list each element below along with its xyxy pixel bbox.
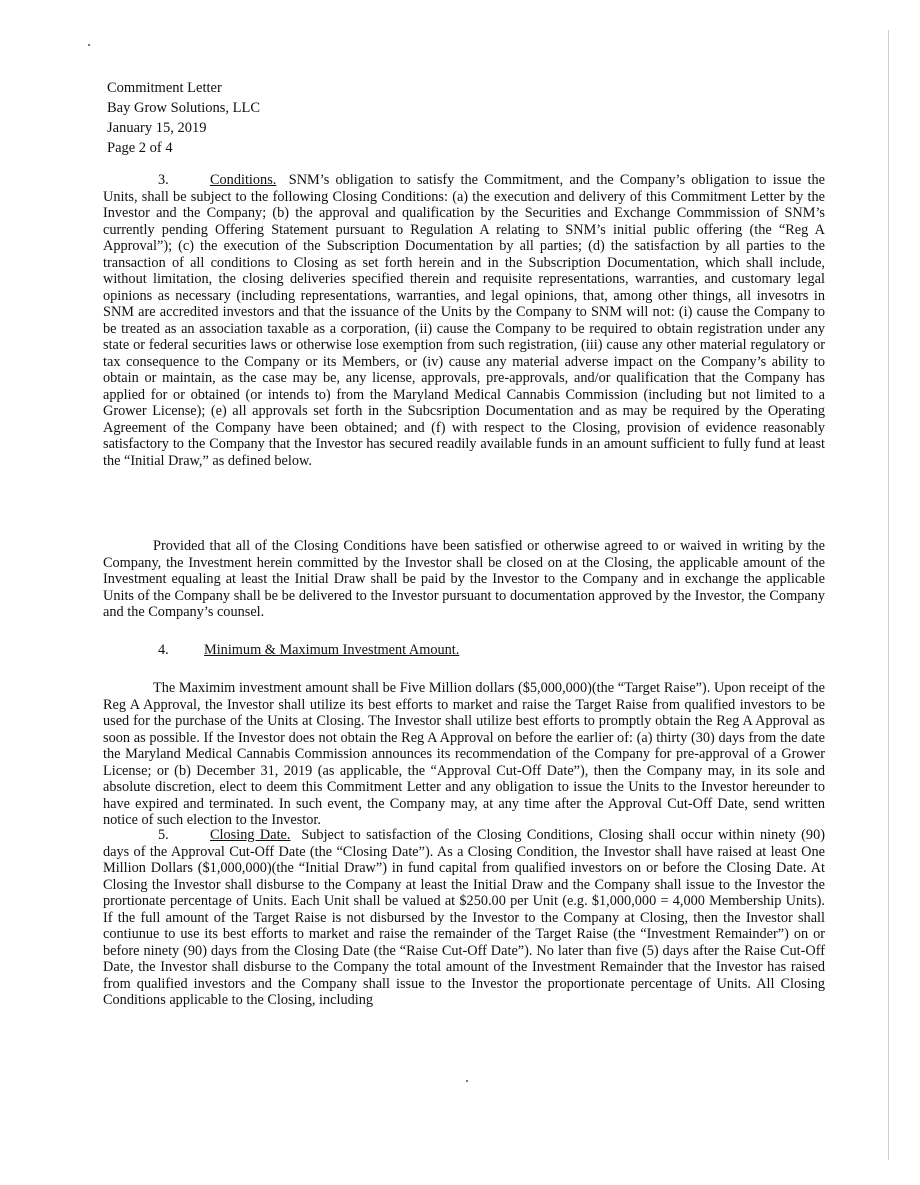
section-5-title: Closing Date. [210,827,291,843]
section-4-paragraph [103,680,825,829]
section-4-title: Minimum & Maximum Investment Amount. [204,642,460,658]
section-4-body: The Maximim investment amount shall be Five Million dollars ($5,000,000)(the “Target Raise”). Upon receipt of the Reg A Approval, the Investor shall utilize its best efforts to market and raise the Target Raise from qualified investors to be used for the purchase of the Units at Closing. The Investor shall utilize best efforts to promptly obtain the Reg A Approval as soon as possible. If the Investor does not obtain the Reg A Approval on before the earlier of: (a) thirty (30) days from the date the Maryland Medical Cannabis Commission announces its recommendation of the Company for pre-approval of a Grower License; or (b) December 31, 2019 (as applicable, the “Approval Cut-Off Date”), then the Company may, in its sole and absolute discretion, elect to deem this Commitment Letter and any obligation to issue the Units to the Investor hereunder to have expired and terminated. In such event, the Company may, at any time after the Approval Cut-Off Date, send written notice of such election to the Investor. [103,680,825,828]
scan-speck [88,44,90,46]
section-5-number: 5. [158,827,169,843]
letter-header [107,78,260,158]
section-4-number: 4. [158,642,169,658]
scan-edge-line [888,30,889,1160]
header-page-number: Page 2 of 4 [107,140,173,156]
scan-speck [466,1080,468,1082]
section-4-heading [158,642,459,659]
section-3-number: 3. [158,172,169,188]
section-5-body: Subject to satisfaction of the Closing Conditions, Closing shall occur within ninety (90) days of the Approval Cut-Off Date (the “Closing Date”). As a Closing Condition, the Investor shall have raised at least One Million Dollars ($1,000,000)(the “Initial Draw”) in fund capital from qualified investors on or before the Closing Date. At Closing the Investor shall disburse to the Company at least the Initial Draw and the Company shall issue to the Investor the prortionate percentage of Units. Each Unit shall be valued at $250.00 per Unit (e.g. $1,000,000 = 4,000 Membership Units). If the full amount of the Target Raise is not disbursed by the Investor to the Company at Closing, then the Investor shall contiunue to use its best efforts to market and raise the remainder of the Target Raise (the “Investment Remainder”) on or before ninety (90) days from the Closing Date (the “Raise Cut-Off Date”). No later than five (5) days after the Raise Cut-Off Date, the Investor shall disburse to the Company the total amount of the Investment Remainder that the Investor has raised from qualified investors and the Company shall issue to the Investor the proportionate percentage of Units. All Closing Conditions applicable to the Closing, including [103,827,825,1008]
section-3-proviso [103,538,825,621]
header-company: Bay Grow Solutions, LLC [107,100,261,116]
header-title: Commitment Letter [107,80,222,96]
section-3-proviso-text: Provided that all of the Closing Conditions have been satisfied or otherwise agreed to or waived in writing by the Company, the Investment herein committed by the Investor shall be closed on at the Closing, the applicable amount of the Investment equaling at least the Initial Draw shall be paid by the Investor to the Company and in exchange the applicable Units of the Company shall be be delivered to the Investor pursuant to documentation approved by the Investor, the Company and the Company’s counsel. [103,538,825,620]
section-3-body: SNM’s obligation to satisfy the Commitment, and the Company’s obligation to issue the Units, shall be subject to the following Closing Conditions: (a) the execution and delivery of this Commitment Letter by the Investor and the Company; (b) the approval and qualification by the Securities and Exchange Commmission of SNM’s currently pending Offering Statement pursuant to Regulation A relating to SNM’s initial public offering (the “Reg A Approval”); (c) the execution of the Subscription Documentation by all parties; (d) the satisfaction by all parties to the transaction of all conditions to Closing as set forth herein and in the Subscription Documentation, which shall include, without limitation, the closing deliveries specified therein and requisite representations, warranties, and customary legal opinions as necessary (including representations, warranties, and legal opinions, that, among other things, all invesotrs in SNM are accredited investors and that the issuance of the Units by the Company to SNM will not: (i) cause the Company to be treated as an association taxable as a corporation, (ii) cause the Company to be required to obtain registration under any state or federal securities laws or otherwise lose exemption from such registration, (iii) cause any other material regulatory or tax consequence to the Company or its Members, or (iv) cause any material adverse impact on the Company’s ability to obtain or maintain, as the case may be, any license, approvals, pre-approvals, and/or qualification that the Company has applied for or obtained (or intends to) from the Maryland Medical Cannabis Commission (including but not limited to a Grower License); (e) all approvals set forth in the Subcsription Documentation and as may be required by the Operating Agreement of the Company have been obtained; and (f) with respect to the Closing, provision of evidence reasonably satisfactory to the Company that the Investor has secured readily available funds in an amount sufficient to fully fund at least the “Initial Draw,” as defined below. [103,172,825,469]
section-3-paragraph [103,172,825,469]
section-5-paragraph [103,827,825,1009]
section-3-title: Conditions. [210,172,277,188]
header-date: January 15, 2019 [107,120,207,136]
